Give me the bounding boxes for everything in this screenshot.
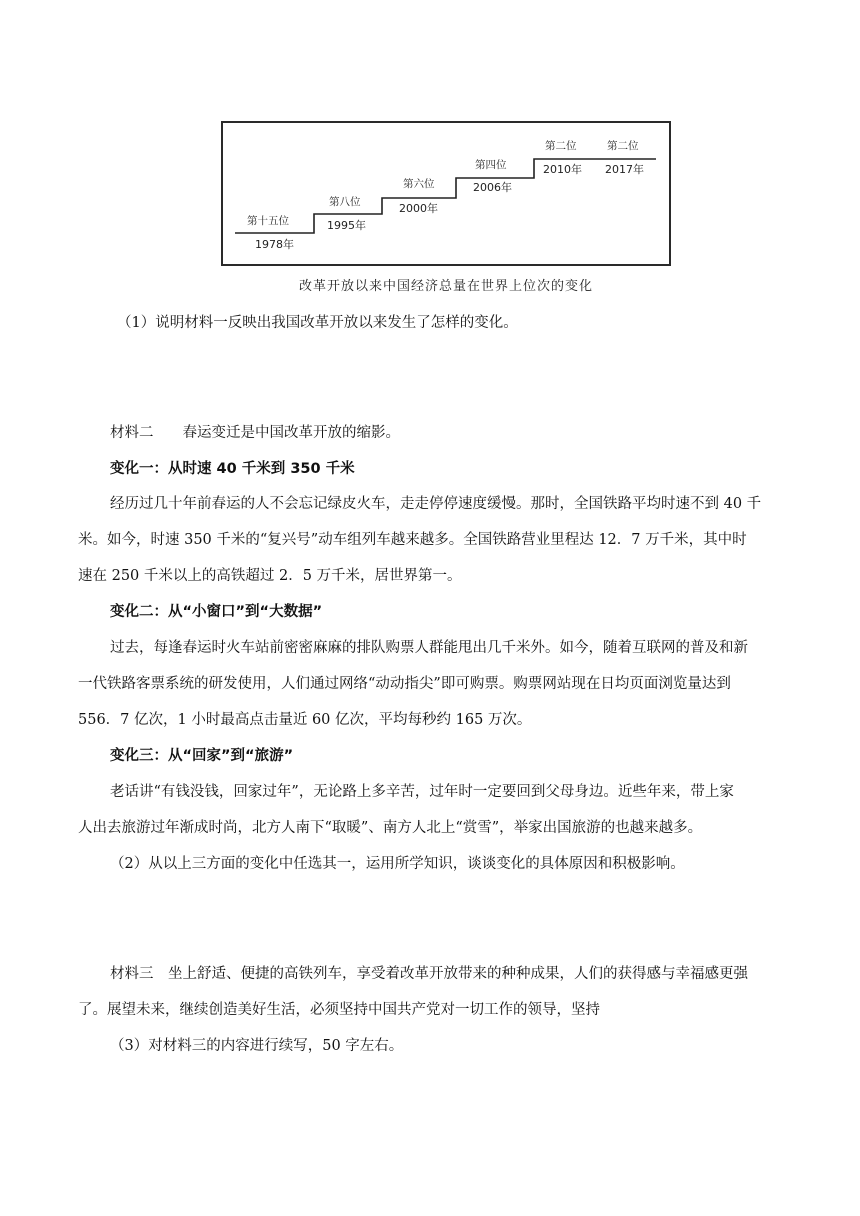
change-1-title: 变化一：从时速 40 千米到 350 千米	[110, 461, 355, 477]
figure-caption: 改革开放以来中国经济总量在世界上位次的变化	[298, 279, 593, 294]
step-year-1: 1978年	[255, 238, 294, 251]
material-3-line-1: 材料三 坐上舒适、便捷的高铁列车，享受着改革开放带来的种种成果，人们的获得感与幸福感更强	[110, 966, 748, 982]
staircase-line	[235, 159, 656, 233]
change-3-line-2: 人出去旅游过年渐成时尚，北方人南下“取暖”、南方人北上“赏雪”，举家出国旅游的也越来越多。	[78, 820, 703, 836]
step-position-4: 第四位	[475, 159, 507, 171]
change-2-line-1: 过去，每逢春运时火车站前密密麻麻的排队购票人群能甩出几千米外。如今，随着互联网的普及和新	[110, 640, 748, 656]
step-position-3: 第六位	[403, 178, 435, 190]
change-1-line-1: 经历过几十年前春运的人不会忘记绿皮火车，走走停停速度缓慢。那时，全国铁路平均时速不到 40 千	[110, 496, 762, 512]
change-1-line-2: 米。如今，时速 350 千米的“复兴号”动车组列车越来越多。全国铁路营业里程达 12．7 万千米，其中时	[78, 532, 747, 548]
step-year-3: 2000年	[399, 202, 438, 215]
step-position-5: 第二位	[545, 140, 577, 152]
question-2: （2）从以上三方面的变化中任选其一，运用所学知识，谈谈变化的具体原因和积极影响。	[110, 856, 685, 872]
step-year-6: 2017年	[605, 163, 644, 176]
step-year-4: 2006年	[473, 181, 512, 194]
question-3: （3）对材料三的内容进行续写，50 字左右。	[110, 1038, 404, 1054]
change-2-line-3: 556．7 亿次，1 小时最高点击量近 60 亿次，平均每秒约 165 万次。	[78, 712, 532, 728]
step-position-2: 第八位	[329, 196, 361, 208]
change-1-line-3: 速在 250 千米以上的高铁超过 2．5 万千米，居世界第一。	[78, 568, 462, 584]
material-3-line-2: 了。展望未来，继续创造美好生活，必须坚持中国共产党对一切工作的领导，坚持	[78, 1002, 600, 1018]
step-year-2: 1995年	[327, 219, 366, 232]
change-2-title: 变化二：从“小窗口”到“大数据”	[110, 604, 323, 620]
change-3-line-1: 老话讲“有钱没钱，回家过年”，无论路上多辛苦，过年时一定要回到父母身边。近些年来，带上家	[110, 784, 734, 800]
step-year-5: 2010年	[543, 163, 582, 176]
question-1: （1）说明材料一反映出我国改革开放以来发生了怎样的变化。	[117, 315, 518, 331]
change-3-title: 变化三：从“回家”到“旅游”	[110, 748, 294, 764]
material-2-title: 材料二 春运变迁是中国改革开放的缩影。	[110, 425, 400, 441]
staircase-diagram	[223, 123, 669, 264]
step-position-1: 第十五位	[247, 215, 289, 227]
ranking-figure	[221, 121, 671, 266]
change-2-line-2: 一代铁路客票系统的研发使用，人们通过网络“动动指尖”即可购票。购票网站现在日均页面浏览量达到	[78, 676, 731, 692]
step-position-6: 第二位	[607, 140, 639, 152]
